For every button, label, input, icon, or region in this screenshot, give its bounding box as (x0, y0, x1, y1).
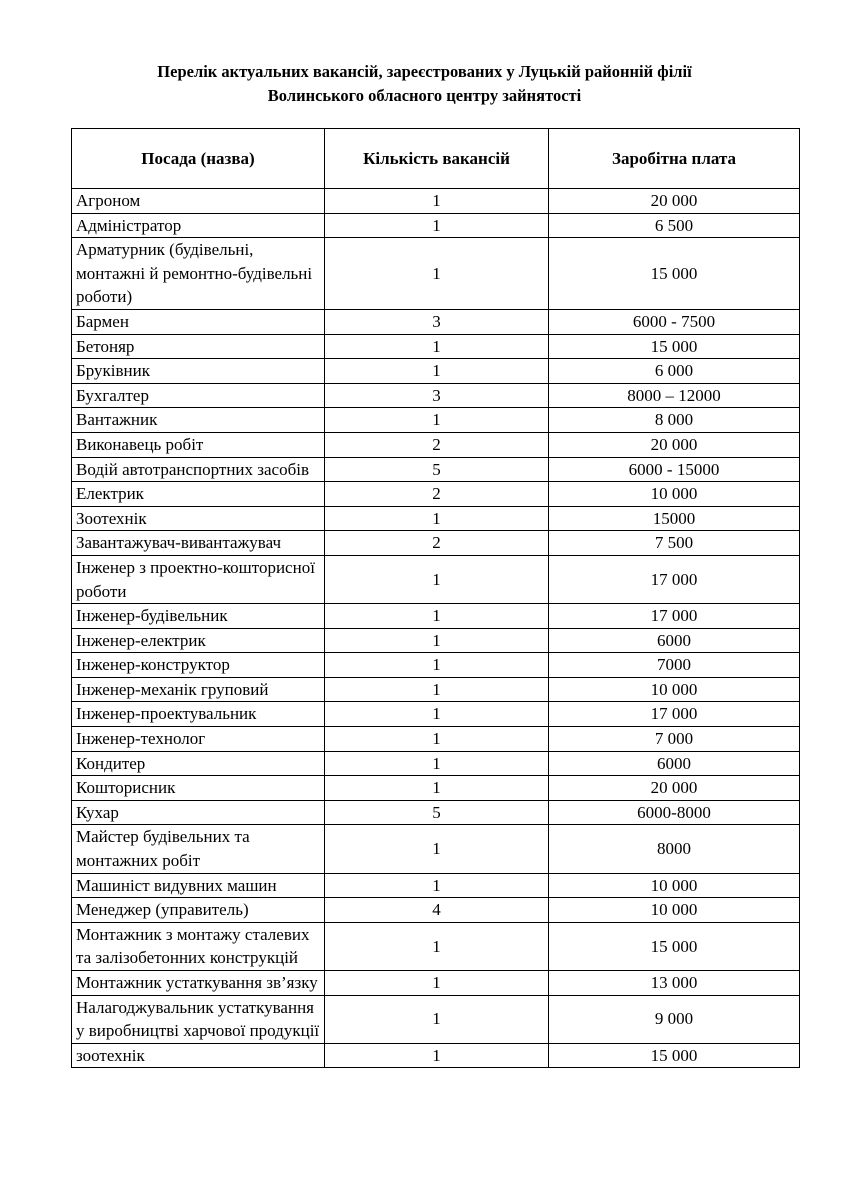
position-cell: Арматурник (будівельні, монтажні й ремонтно-будівельні роботи) (72, 238, 325, 310)
table-row (72, 238, 800, 310)
position-cell: Менеджер (управитель) (72, 898, 325, 923)
quantity-cell: 5 (325, 800, 549, 825)
position-cell: Інженер-проектувальник (72, 702, 325, 727)
header-quantity: Кількість вакансій (325, 129, 549, 189)
quantity-cell: 1 (325, 922, 549, 970)
quantity-cell: 1 (325, 1043, 549, 1068)
salary-cell: 10 000 (549, 677, 800, 702)
position-cell: Водій автотранспортних засобів (72, 457, 325, 482)
position-cell: Кухар (72, 800, 325, 825)
quantity-cell: 1 (325, 408, 549, 433)
position-cell: Електрик (72, 482, 325, 507)
quantity-cell: 1 (325, 213, 549, 238)
table-row (72, 922, 800, 970)
position-cell: Інженер-будівельник (72, 604, 325, 629)
quantity-cell: 1 (325, 751, 549, 776)
table-row (72, 995, 800, 1043)
table-row (72, 727, 800, 752)
position-cell: Виконавець робіт (72, 432, 325, 457)
position-cell: Інженер з проектно-кошторисної роботи (72, 555, 325, 603)
quantity-cell: 1 (325, 727, 549, 752)
quantity-cell: 1 (325, 776, 549, 801)
position-cell: Інженер-електрик (72, 628, 325, 653)
header-salary: Заробітна плата (549, 129, 800, 189)
table-row (72, 457, 800, 482)
document-title (60, 60, 789, 108)
quantity-cell: 1 (325, 677, 549, 702)
position-cell: Бетоняр (72, 334, 325, 359)
quantity-cell: 1 (325, 604, 549, 629)
table-row (72, 383, 800, 408)
salary-cell: 7000 (549, 653, 800, 678)
salary-cell: 17 000 (549, 604, 800, 629)
position-cell: Інженер-конструктор (72, 653, 325, 678)
quantity-cell: 1 (325, 359, 549, 384)
table-header-row (72, 129, 800, 189)
table-row (72, 432, 800, 457)
table-row (72, 800, 800, 825)
table-row (72, 408, 800, 433)
quantity-cell: 1 (325, 334, 549, 359)
table-row (72, 653, 800, 678)
quantity-cell: 1 (325, 628, 549, 653)
quantity-cell: 1 (325, 825, 549, 873)
quantity-cell: 1 (325, 873, 549, 898)
position-cell: Майстер будівельних та монтажних робіт (72, 825, 325, 873)
salary-cell: 20 000 (549, 189, 800, 214)
title-line-1: Перелік актуальних вакансій, зареєстрованих у Луцькій районній філії (157, 62, 692, 81)
position-cell: Інженер-механік груповий (72, 677, 325, 702)
salary-cell: 6000 (549, 628, 800, 653)
position-cell: Монтажник устаткування зв’язку (72, 971, 325, 996)
salary-cell: 6000 (549, 751, 800, 776)
table-row (72, 604, 800, 629)
quantity-cell: 2 (325, 531, 549, 556)
table-row (72, 555, 800, 603)
table-row (72, 531, 800, 556)
position-cell: Бруківник (72, 359, 325, 384)
title-line-2: Волинського обласного центру зайнятості (267, 86, 582, 105)
salary-cell: 6000 - 15000 (549, 457, 800, 482)
salary-cell: 10 000 (549, 873, 800, 898)
position-cell: Кондитер (72, 751, 325, 776)
salary-cell: 13 000 (549, 971, 800, 996)
position-cell: Бармен (72, 309, 325, 334)
salary-cell: 6 500 (549, 213, 800, 238)
table-row (72, 751, 800, 776)
table-row (72, 482, 800, 507)
quantity-cell: 1 (325, 995, 549, 1043)
salary-cell: 17 000 (549, 702, 800, 727)
table-row (72, 309, 800, 334)
quantity-cell: 1 (325, 971, 549, 996)
salary-cell: 6000-8000 (549, 800, 800, 825)
position-cell: Агроном (72, 189, 325, 214)
quantity-cell: 2 (325, 432, 549, 457)
position-cell: Завантажувач-вивантажувач (72, 531, 325, 556)
position-cell: Інженер-технолог (72, 727, 325, 752)
quantity-cell: 3 (325, 309, 549, 334)
salary-cell: 15 000 (549, 1043, 800, 1068)
position-cell: Налагоджувальник устаткування у виробництві харчової продукції (72, 995, 325, 1043)
quantity-cell: 2 (325, 482, 549, 507)
salary-cell: 10 000 (549, 898, 800, 923)
table-row (72, 898, 800, 923)
table-row (72, 825, 800, 873)
salary-cell: 8 000 (549, 408, 800, 433)
position-cell: Машиніст видувних машин (72, 873, 325, 898)
position-cell: Монтажник з монтажу сталевих та залізобетонних конструкцій (72, 922, 325, 970)
quantity-cell: 4 (325, 898, 549, 923)
table-row (72, 677, 800, 702)
salary-cell: 20 000 (549, 432, 800, 457)
quantity-cell: 1 (325, 189, 549, 214)
table-row (72, 1043, 800, 1068)
salary-cell: 8000 – 12000 (549, 383, 800, 408)
position-cell: Зоотехнік (72, 506, 325, 531)
position-cell: Вантажник (72, 408, 325, 433)
table-row (72, 189, 800, 214)
position-cell: Кошторисник (72, 776, 325, 801)
table-row (72, 702, 800, 727)
position-cell: зоотехнік (72, 1043, 325, 1068)
table-row (72, 628, 800, 653)
salary-cell: 7 000 (549, 727, 800, 752)
salary-cell: 6000 - 7500 (549, 309, 800, 334)
quantity-cell: 5 (325, 457, 549, 482)
table-row (72, 213, 800, 238)
salary-cell: 10 000 (549, 482, 800, 507)
salary-cell: 15 000 (549, 334, 800, 359)
header-position: Посада (назва) (72, 129, 325, 189)
salary-cell: 15 000 (549, 238, 800, 310)
quantity-cell: 1 (325, 702, 549, 727)
salary-cell: 15 000 (549, 922, 800, 970)
table-row (72, 971, 800, 996)
quantity-cell: 3 (325, 383, 549, 408)
table-row (72, 359, 800, 384)
salary-cell: 7 500 (549, 531, 800, 556)
position-cell: Адміністратор (72, 213, 325, 238)
salary-cell: 6 000 (549, 359, 800, 384)
position-cell: Бухгалтер (72, 383, 325, 408)
vacancies-table (71, 128, 800, 1068)
quantity-cell: 1 (325, 238, 549, 310)
salary-cell: 17 000 (549, 555, 800, 603)
salary-cell: 9 000 (549, 995, 800, 1043)
table-row (72, 506, 800, 531)
quantity-cell: 1 (325, 506, 549, 531)
quantity-cell: 1 (325, 653, 549, 678)
salary-cell: 8000 (549, 825, 800, 873)
salary-cell: 15000 (549, 506, 800, 531)
table-row (72, 334, 800, 359)
table-row (72, 776, 800, 801)
quantity-cell: 1 (325, 555, 549, 603)
table-row (72, 873, 800, 898)
salary-cell: 20 000 (549, 776, 800, 801)
